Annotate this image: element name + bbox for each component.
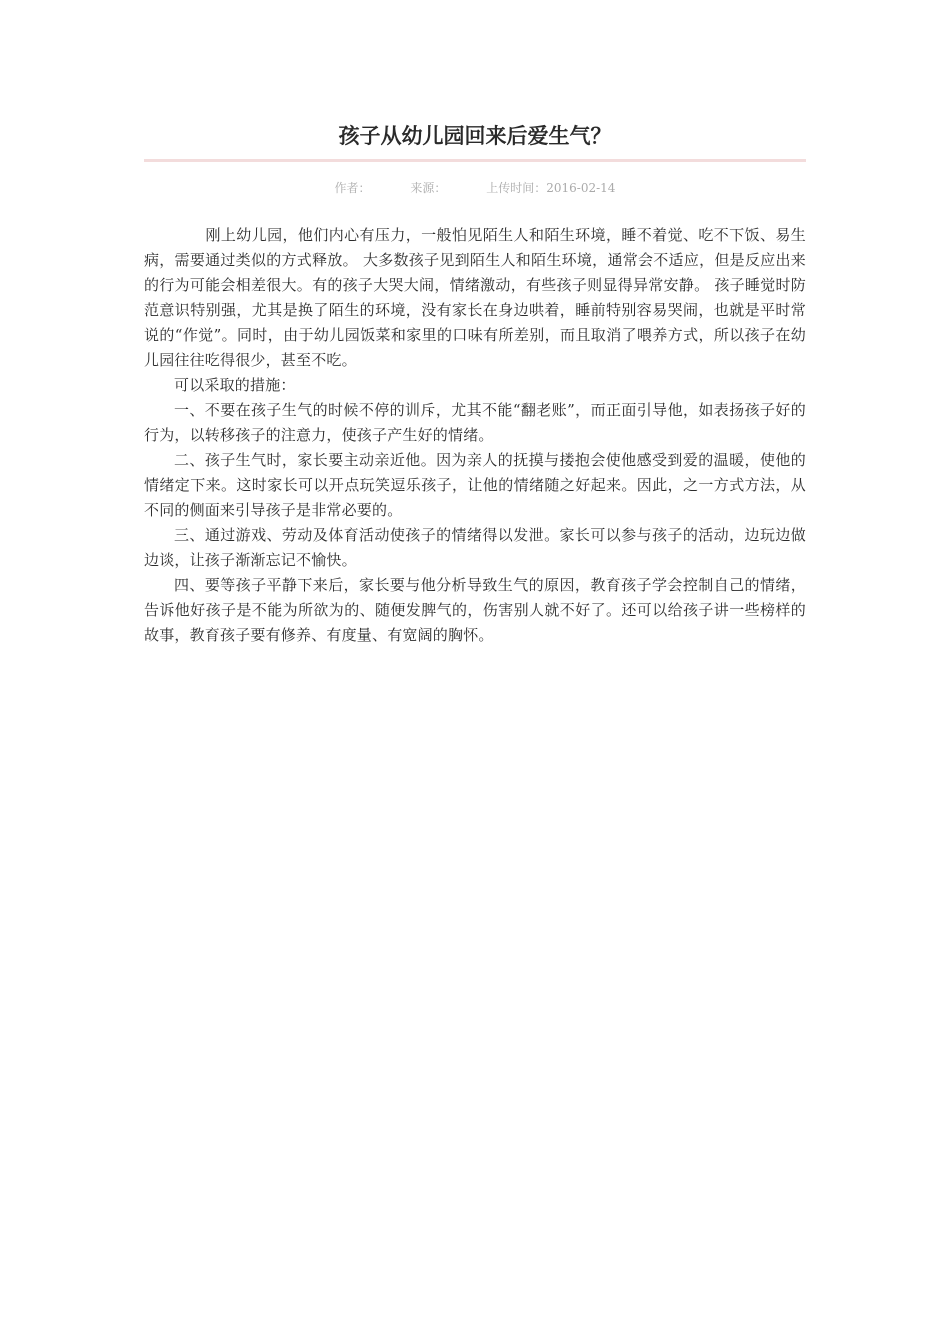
article-title: 孩子从幼儿园回来后爱生气？ — [338, 124, 612, 148]
paragraph-measure-3: 三、通过游戏、劳动及体育活动使孩子的情绪得以发泄。家长可以参与孩子的活动，边玩边做边谈，让孩子渐渐忘记不愉快。 — [144, 526, 806, 569]
upload-date: 2016-02-14 — [546, 181, 616, 195]
paragraph-measures-heading: 可以采取的措施： — [174, 376, 296, 394]
paragraph-intro: 刚上幼儿园，他们内心有压力，一般怕见陌生人和陌生环境，睡不着觉、吃不下饭、易生病，需要通过类似的方式释放。 大多数孩子见到陌生人和陌生环境，通常会不适应，但是反应出来的行为可能会相差很大。有的孩子大哭大闹，情绪激动，有些孩子则显得异常安静。 孩子睡觉时防范意识特别强，尤其是换了陌生的环境，没有家长在身边哄着，睡前特别容易哭闹，也就是平时常说的“作觉”。同时，由于幼儿园饭菜和家里的口味有所差别，而且取消了喂养方式，所以孩子在幼儿园往往吃得很少，甚至不吃。 — [144, 226, 806, 369]
article-body — [144, 223, 806, 648]
paragraph-measure-1: 一、不要在孩子生气的时候不停的训斥，尤其不能“翻老账”，而正面引导他，如表扬孩子好的行为，以转移孩子的注意力，使孩子产生好的情绪。 — [144, 401, 806, 444]
upload-label: 上传时间： — [486, 181, 547, 195]
article-meta — [144, 178, 806, 198]
author-label: 作者： — [334, 181, 371, 195]
source-label: 来源： — [410, 181, 447, 195]
paragraph-measure-2: 二、孩子生气时，家长要主动亲近他。因为亲人的抚摸与搂抱会使他感受到爱的温暖，使他的情绪定下来。这时家长可以开点玩笑逗乐孩子，让他的情绪随之好起来。因此，之一方式方法，从不同的侧面来引导孩子是非常必要的。 — [144, 451, 806, 519]
title-divider — [144, 159, 806, 162]
paragraph-measure-4: 四、要等孩子平静下来后，家长要与他分析导致生气的原因，教育孩子学会控制自己的情绪，告诉他好孩子是不能为所欲为的、随便发脾气的，伤害别人就不好了。还可以给孩子讲一些榜样的故事，教育孩子要有修养、有度量、有宽阔的胸怀。 — [144, 576, 806, 644]
